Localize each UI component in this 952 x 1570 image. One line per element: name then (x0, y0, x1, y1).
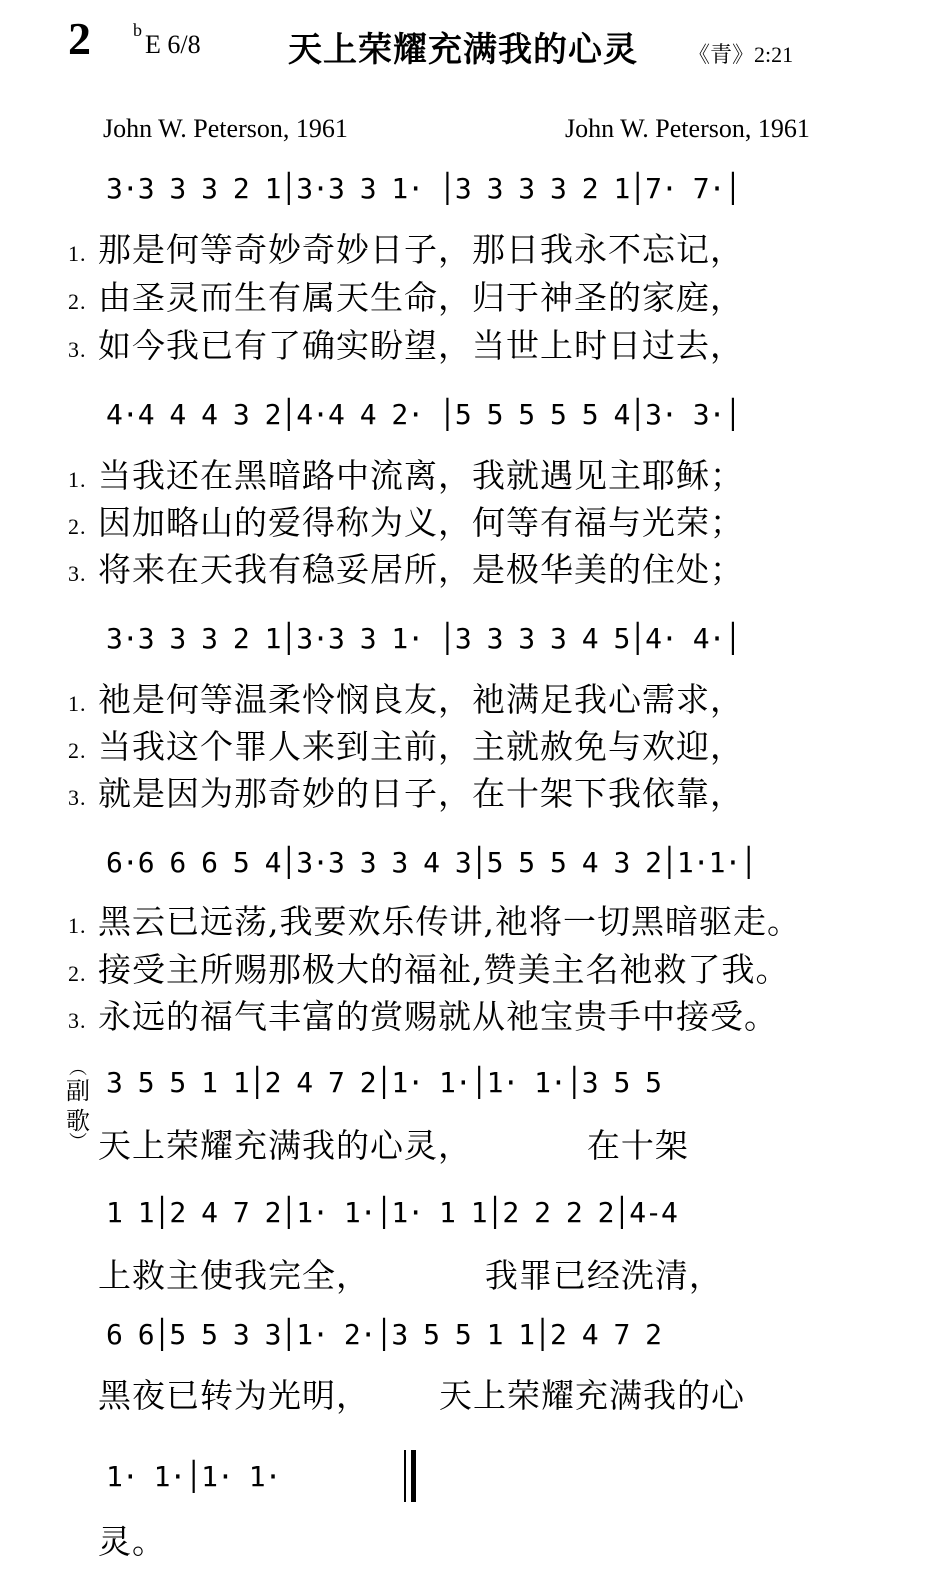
verse-lyric (68, 450, 744, 497)
hymnal-reference: 《青》2:21 (688, 42, 794, 67)
verse-number: 3. (68, 561, 87, 586)
lyric-text: 那是何等奇妙奇妙日子，那日我永不忘记， (98, 230, 744, 269)
verse-lyric (68, 991, 778, 1038)
verse-lyric (68, 320, 744, 367)
chorus-lyric-2: 上救主使我完全， 我罪已经洗清， (98, 1256, 723, 1295)
paren-close: ︶ (69, 1132, 87, 1153)
verse-lyric (68, 272, 744, 319)
verse-lyric (68, 944, 790, 991)
music-credit: John W. Peterson, 1961 (565, 114, 810, 143)
verse-lyric (68, 674, 744, 721)
chorus-lyric-1: 天上荣耀充满我的心灵， 在十架 (98, 1126, 689, 1165)
notation-line-3: 3·3 3 3 2 1│3·3 3 1· │3 3 3 3 4 5│4· 4·│ (106, 622, 741, 655)
chorus-label-char: 歌 (66, 1107, 90, 1135)
hymn-number: 2 (68, 13, 91, 64)
verse-number: 2. (68, 738, 87, 763)
verse-lyric (68, 544, 744, 591)
chorus-lyric-4: 灵。 (98, 1522, 166, 1561)
notation-line-2: 4·4 4 4 3 2│4·4 4 2· │5 5 5 5 5 4│3· 3·│ (106, 398, 741, 431)
lyric-text: 将来在天我有稳妥居所，是极华美的住处； (98, 550, 744, 589)
lyric-text: 永远的福气丰富的赏赐就从祂宝贵手中接受。 (98, 997, 778, 1036)
lyric-text: 黑云已远荡,我要欢乐传讲,祂将一切黑暗驱走。 (98, 902, 801, 941)
verse-number: 2. (68, 289, 87, 314)
chorus-notation-4: 1· 1·│1· 1· (106, 1460, 281, 1493)
final-barline-thin (404, 1450, 406, 1502)
key-flat-sign: b (133, 20, 142, 40)
final-barline-thick (411, 1450, 416, 1502)
lyric-text: 因加略山的爱得称为义，何等有福与光荣； (98, 503, 744, 542)
words-credit: John W. Peterson, 1961 (103, 114, 348, 143)
verse-number: 1. (68, 691, 87, 716)
chorus-notation-1: 3 5 5 1 1│2 4 7 2│1· 1·│1· 1·│3 5 5 (106, 1066, 662, 1099)
lyric-text: 如今我已有了确实盼望，当世上时日过去， (98, 326, 744, 365)
lyric-text: 就是因为那奇妙的日子，在十架下我依靠， (98, 774, 744, 813)
hymn-title: 天上荣耀充满我的心灵 (288, 30, 638, 70)
chorus-notation-3: 6 6│5 5 3 3│1· 2·│3 5 5 1 1│2 4 7 2 (106, 1318, 662, 1351)
key-signature: E 6/8 (145, 30, 201, 59)
verse-lyric (68, 721, 744, 768)
notation-line-4: 6·6 6 6 5 4│3·3 3 3 4 3│5 5 5 4 3 2│1·1·│ (106, 846, 757, 879)
lyric-text: 接受主所赐那极大的福祉,赞美主名祂救了我。 (98, 950, 790, 989)
verse-lyric (68, 896, 801, 943)
verse-lyric (68, 768, 744, 815)
paren-open: ︵ (69, 1058, 87, 1079)
lyric-text: 当我还在黑暗路中流离，我就遇见主耶稣； (98, 456, 744, 495)
verse-number: 1. (68, 467, 87, 492)
verse-number: 3. (68, 785, 87, 810)
chorus-label (66, 1058, 90, 1153)
verse-number: 2. (68, 961, 87, 986)
verse-number: 1. (68, 241, 87, 266)
notation-line-1: 3·3 3 3 2 1│3·3 3 1· │3 3 3 3 2 1│7· 7·│ (106, 172, 741, 205)
chorus-label-char: 副 (66, 1077, 90, 1105)
verse-number: 3. (68, 337, 87, 362)
lyric-text: 当我这个罪人来到主前，主就赦免与欢迎， (98, 727, 744, 766)
verse-number: 2. (68, 514, 87, 539)
verse-lyric (68, 224, 744, 271)
verse-number: 1. (68, 913, 87, 938)
verse-number: 3. (68, 1008, 87, 1033)
lyric-text: 祂是何等温柔怜悯良友，祂满足我心需求， (98, 680, 744, 719)
chorus-lyric-3: 黑夜已转为光明， 天上荣耀充满我的心 (98, 1376, 745, 1415)
verse-lyric (68, 497, 744, 544)
lyric-text: 由圣灵而生有属天生命，归于神圣的家庭， (98, 278, 744, 317)
chorus-notation-2: 1 1│2 4 7 2│1· 1·│1· 1 1│2 2 2 2│4-4 (106, 1196, 677, 1229)
